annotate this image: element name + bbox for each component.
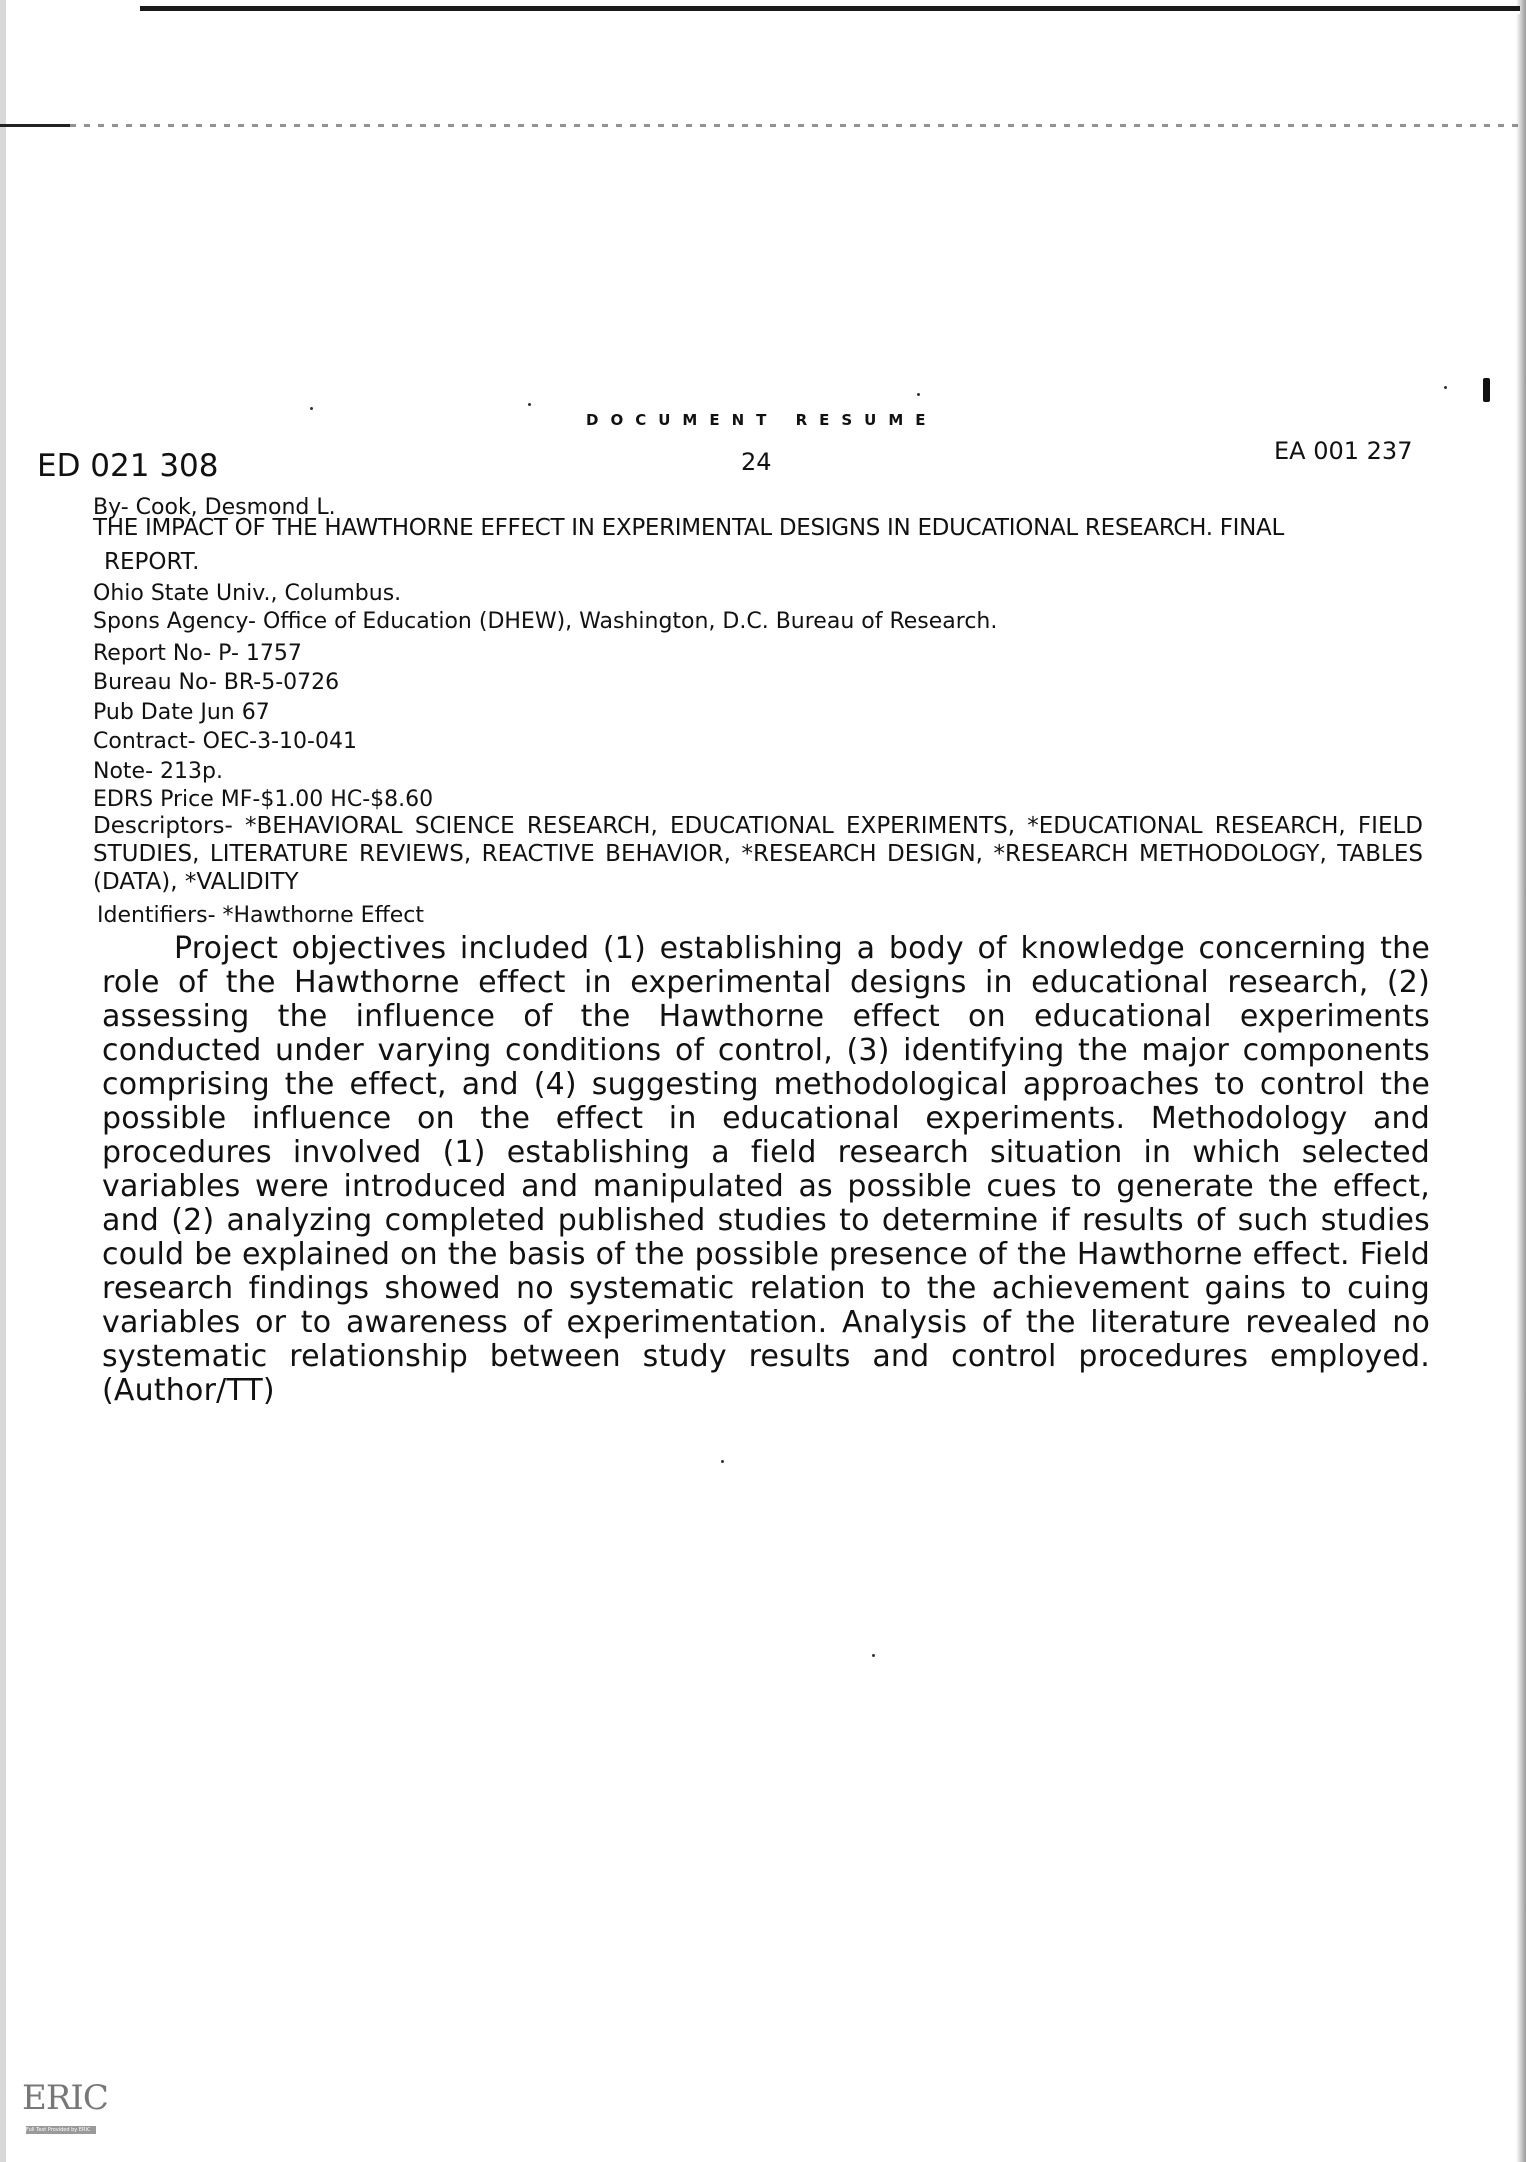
eric-logo-text: ERIC: [22, 2078, 108, 2118]
note-field: Note- 213p.: [93, 759, 223, 784]
scan-edge-right: [1516, 0, 1526, 2162]
scan-speck: [872, 1654, 875, 1657]
bureau-number-field: Bureau No- BR-5-0726: [93, 670, 340, 695]
scan-speck: [310, 407, 313, 410]
scan-speck: [1444, 386, 1447, 389]
scan-speck: [721, 1460, 724, 1463]
identifiers-field: Identifiers- *Hawthorne Effect: [97, 903, 424, 928]
abstract-paragraph: Project objectives included (1) establishing a body of knowledge concerning the role of the Hawthorne effect in experimental designs in educational research, (2) assessing the influence of the Hawthorne effect on educational experiments conducted under varying conditions of control, (3) identifying the major components comprising the effect, and (4) suggesting methodological approaches to control the possible influence on the effect in educational experiments. Methodology and procedures involved (1) establishing a field research situation in which selected variables were introduced and manipulated as possible cues to generate the effect, and (2) analyzing completed published studies to determine if results of such studies could be explained on the basis of the possible presence of the Hawthorne effect. Field research findings showed no systematic relation to the achievement gains to cuing variables or to awareness of experimentation. Analysis of the literature revealed no systematic relationship between study results and control procedures employed. (Author/TT): [102, 931, 1430, 1408]
scan-artifact-mark: [0, 124, 70, 127]
eric-logo-tagline: Full Text Provided by ERIC: [26, 2126, 96, 2134]
ea-number: EA 001 237: [1274, 437, 1413, 465]
sponsor-field: Spons Agency- Office of Education (DHEW), Washington, D.C. Bureau of Research.: [93, 609, 998, 634]
edrs-price-field: EDRS Price MF-$1.00 HC-$8.60: [93, 787, 434, 812]
eric-logo: [22, 2070, 108, 2140]
scan-speck: [917, 393, 920, 396]
scan-artifact-mark-right: [1483, 378, 1490, 402]
scan-speck: [528, 403, 531, 406]
scan-edge-left: [0, 0, 6, 2162]
contract-field: Contract- OEC-3-10-041: [93, 729, 357, 754]
author-field: By- Cook, Desmond L.: [93, 495, 336, 520]
ed-number: ED 021 308: [37, 448, 219, 484]
page-number: 24: [741, 448, 772, 476]
scan-artifact-line: [0, 124, 1526, 127]
page-top-edge: [140, 6, 1520, 14]
report-number-field: Report No- P- 1757: [93, 641, 302, 666]
descriptors-field: Descriptors- *BEHAVIORAL SCIENCE RESEARCH, EDUCATIONAL EXPERIMENTS, *EDUCATIONAL RESEARCH, FIELD STUDIES, LITERATURE REVIEWS, REACTIVE BEHAVIOR, *RESEARCH DESIGN, *RESEARCH METHODOLOGY, TABLES (DATA), *VALIDITY: [93, 813, 1423, 895]
report-title-line-2: REPORT.: [104, 549, 200, 575]
report-title-line-1: THE IMPACT OF THE HAWTHORNE EFFECT IN EXPERIMENTAL DESIGNS IN EDUCATIONAL RESEARCH. FINAL: [93, 515, 1284, 541]
document-resume-heading: DOCUMENT RESUME: [586, 411, 938, 429]
institution-field: Ohio State Univ., Columbus.: [93, 581, 402, 606]
pub-date-field: Pub Date Jun 67: [93, 700, 270, 725]
